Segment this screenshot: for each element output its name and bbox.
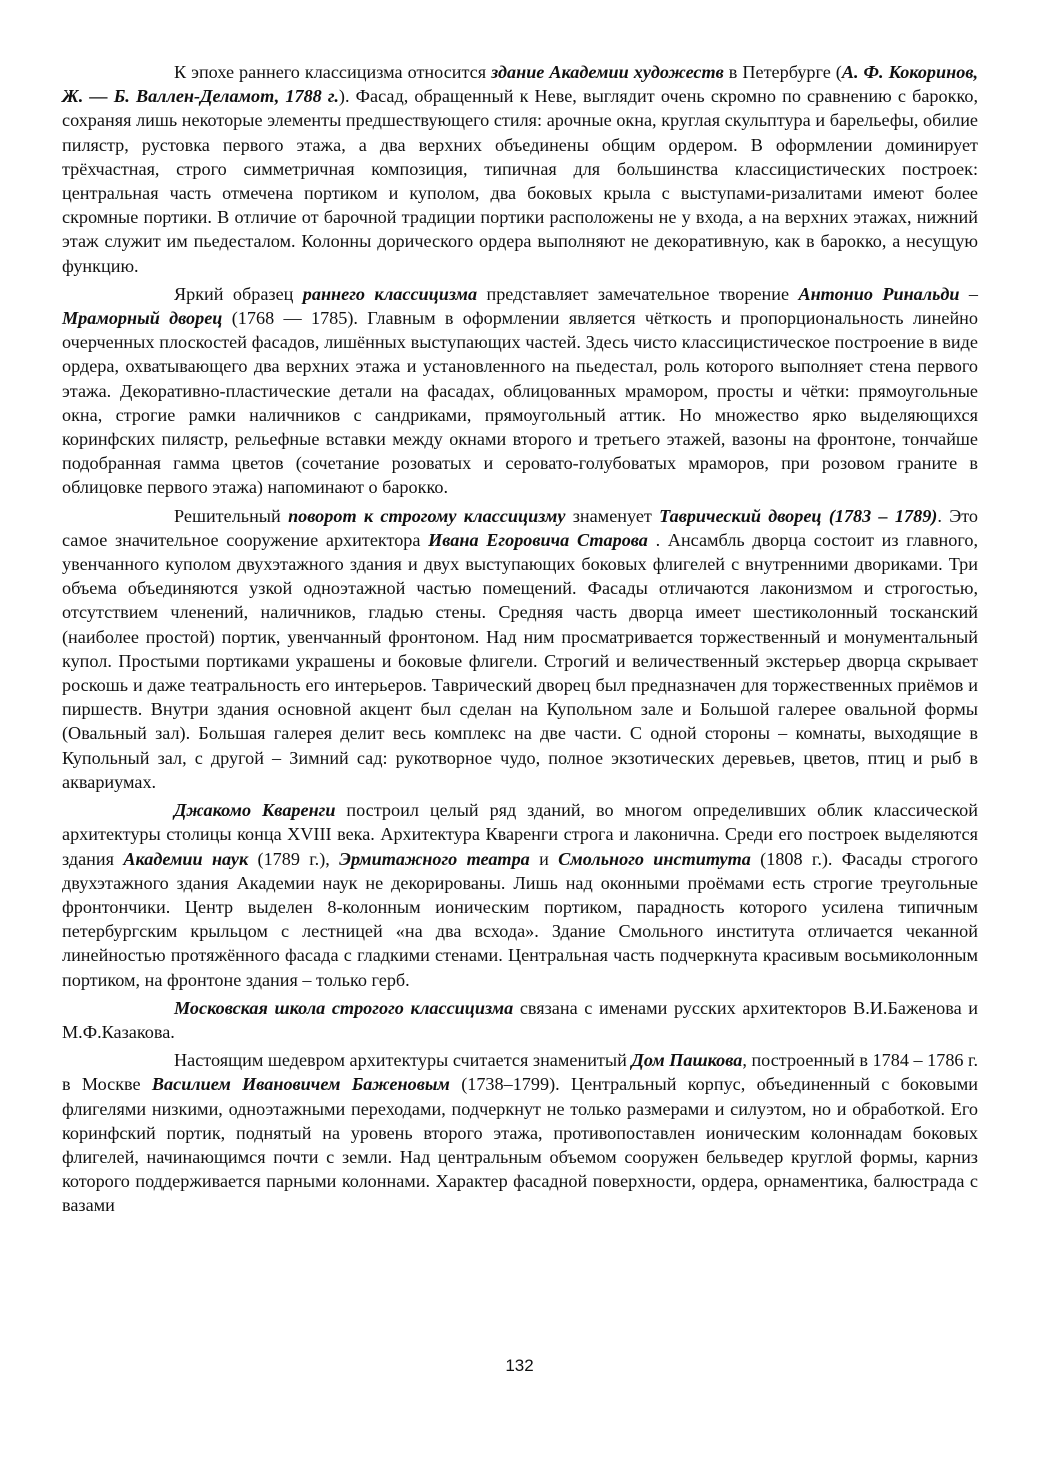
emphasized-text: Ивана Егоровича Старова xyxy=(428,529,648,550)
emphasized-text: Смольного института xyxy=(558,848,751,869)
emphasized-text: поворот к строгому классицизму xyxy=(288,505,566,526)
emphasized-text: Таврический дворец (1783 – 1789) xyxy=(659,505,938,526)
body-text: . Ансамбль дворца состоит из главного, увенчанного куполом двухэтажного здания и двух выступающих боковых флигелей с внутренними двориками. Три объема объединяются узкой одноэтажной частью помещений. Фасады отличаются лаконизмом и строгостью, отсутствием членений, наличников, гладью стены. Средняя часть дворца имеет шестиколонный тосканский (наиболее простой) портик, увенчанный фронтоном. Над ним просматривается торжественный и монументальный купол. Простыми портиками украшены и боковые флигели. Строгий и величественный экстерьер дворца скрывает роскошь и даже театральность его интерьеров. Таврический дворец был предназначен для торжественных приёмов и пиршеств. Внутри здания основной акцент был сделан на Купольном зале и Большой галерее овальной формы (Овальный зал). Большая галерея делит весь комплекс на две части. С одной стороны – комнаты, выходящие в Купольный зал, с другой – Зимний сад: рукотворное чудо, полное экзотических деревьев, цветов, птиц и рыб в аквариумах. xyxy=(62,529,979,792)
paragraph-moscow-school xyxy=(62,996,978,1044)
body-text: – xyxy=(959,283,979,304)
body-text: Настоящим шедевром архитектуры считается знаменитый xyxy=(174,1050,632,1071)
body-text: представляет замечательное творение xyxy=(477,283,799,304)
emphasized-text: Мраморный дворец xyxy=(62,308,223,329)
body-text: в Петербурге ( xyxy=(723,62,842,82)
body-text: Яркий образец xyxy=(174,283,303,304)
emphasized-text: здание Академии художеств xyxy=(491,62,724,82)
body-text: , построенный в 1784 – 1786 г. в Москве xyxy=(62,1050,979,1095)
emphasized-text: Академии наук xyxy=(123,848,249,869)
body-text: связана с именами русских архитекторов В.И.Баженова и М.Ф.Казакова. xyxy=(62,997,978,1042)
body-text: и xyxy=(529,848,559,869)
emphasized-text: раннего классицизма xyxy=(302,283,478,304)
emphasized-text: А. Ф. Кокоринов, Ж. — Б. Валлен-Деламот, 1788 г. xyxy=(62,62,978,107)
emphasized-text: Джакомо Кваренги xyxy=(174,800,336,821)
emphasized-text: Василием Ивановичем Баженовым xyxy=(151,1074,450,1095)
paragraph-academy-of-arts xyxy=(62,60,978,278)
emphasized-text: Московская школа строгого классицизма xyxy=(174,997,514,1018)
paragraph-quarenghi xyxy=(62,798,978,992)
body-text: знаменует xyxy=(565,505,660,526)
body-text: построил целый ряд зданий, во многом определивших облик классической архитектуры столицы конца XVIII века. Архитектура Кваренги строга и лаконична. Среди его построек выделяются здания xyxy=(62,800,978,869)
body-text: (1808 г.). Фасады строгого двухэтажного здания Академии наук не декорированы. Лишь над оконными проёмами есть строгие треугольные фронтончики. Центр выделен 8-колонным ионическим портиком, парадность которого усилена типичным петербургским крыльцом с лестницей «на два всхода». Здание Смольного института отличается чеканной линейностью протяжённого фасада с гладкими стенами. Центральная часть подчеркнута красивым восьмиколонным портиком, на фронтоне здания – только герб. xyxy=(62,848,979,990)
page-number: 132 xyxy=(505,1356,534,1375)
paragraph-marble-palace xyxy=(62,282,978,500)
emphasized-text: Эрмитажного театра xyxy=(339,848,530,869)
body-text: Решительный xyxy=(174,505,289,526)
body-text: (1768 — 1785). Главным в оформлении является чёткость и пропорциональность линейно очерченных плоскостей фасадов, лишённых выступающих частей. Здесь чисто классицистическое построение в виде ордера, охватывающего два верхних этажа и установленного на пьедестал, роль которого выполняет стена первого этажа. Декоративно-пластические детали на фасадах, облицованных мрамором, просты и чётки: прямоугольные окна, строгие рамки наличников с сандриками, прямоугольный аттик. Но множество ярко выделяющихся коринфских пилястр, рельефные вставки между окнами второго и третьего этажей, вазоны на фронтоне, тончайше подобранная гамма цветов (сочетание розоватых и серовато-голубоватых мраморов, при розовом граните в облицовке первого этажа) напоминают о барокко. xyxy=(62,308,978,498)
page-body xyxy=(62,60,978,1218)
body-text: (1738–1799). Центральный корпус, объединенный с боковыми флигелями низкими, одноэтажными переходами, подчеркнут не только размерами и силуэтом, но и обработкой. Его коринфский портик, поднятый на уровень второго этажа, противопоставлен ионическим колоннадам боковых флигелей, начинающимся почти с земли. Над центральным объемом сооружен бельведер круглой формы, карниз которого поддерживается парными колоннами. Характер фасадной поверхности, ордера, орнаментика, балюстрада с вазами xyxy=(62,1074,978,1216)
paragraph-tauride-palace xyxy=(62,504,978,794)
body-text: ). Фасад, обращенный к Неве, выглядит очень скромно по сравнению с барокко, сохраняя лишь некоторые элементы предшествующего стиля: арочные окна, круглая скульптура и барельефы, обилие пилястр, рустовка первого этажа, а два верхних объединены общим ордером. В оформлении доминирует трёхчастная, строго симметричная композиция, типичная для большинства классицистических построек: центральная часть отмечена портиком и куполом, два боковых крыла с выступами-ризалитами имеют более скромные портики. В отличие от барочной традиции портики расположены не у входа, а на верхних этажах, нижний этаж служит им пьедесталом. Колонны дорического ордера выполняют не декоративную, как в барокко, а несущую функцию. xyxy=(62,86,978,276)
emphasized-text: Дом Пашкова xyxy=(631,1050,743,1071)
body-text: . Это самое значительное сооружение архитектора xyxy=(62,505,979,550)
emphasized-text: Антонио Ринальди xyxy=(798,283,960,304)
paragraph-pashkov-house xyxy=(62,1048,978,1217)
body-text: К эпохе раннего классицизма относится xyxy=(174,62,492,82)
body-text: (1789 г.), xyxy=(248,848,340,869)
